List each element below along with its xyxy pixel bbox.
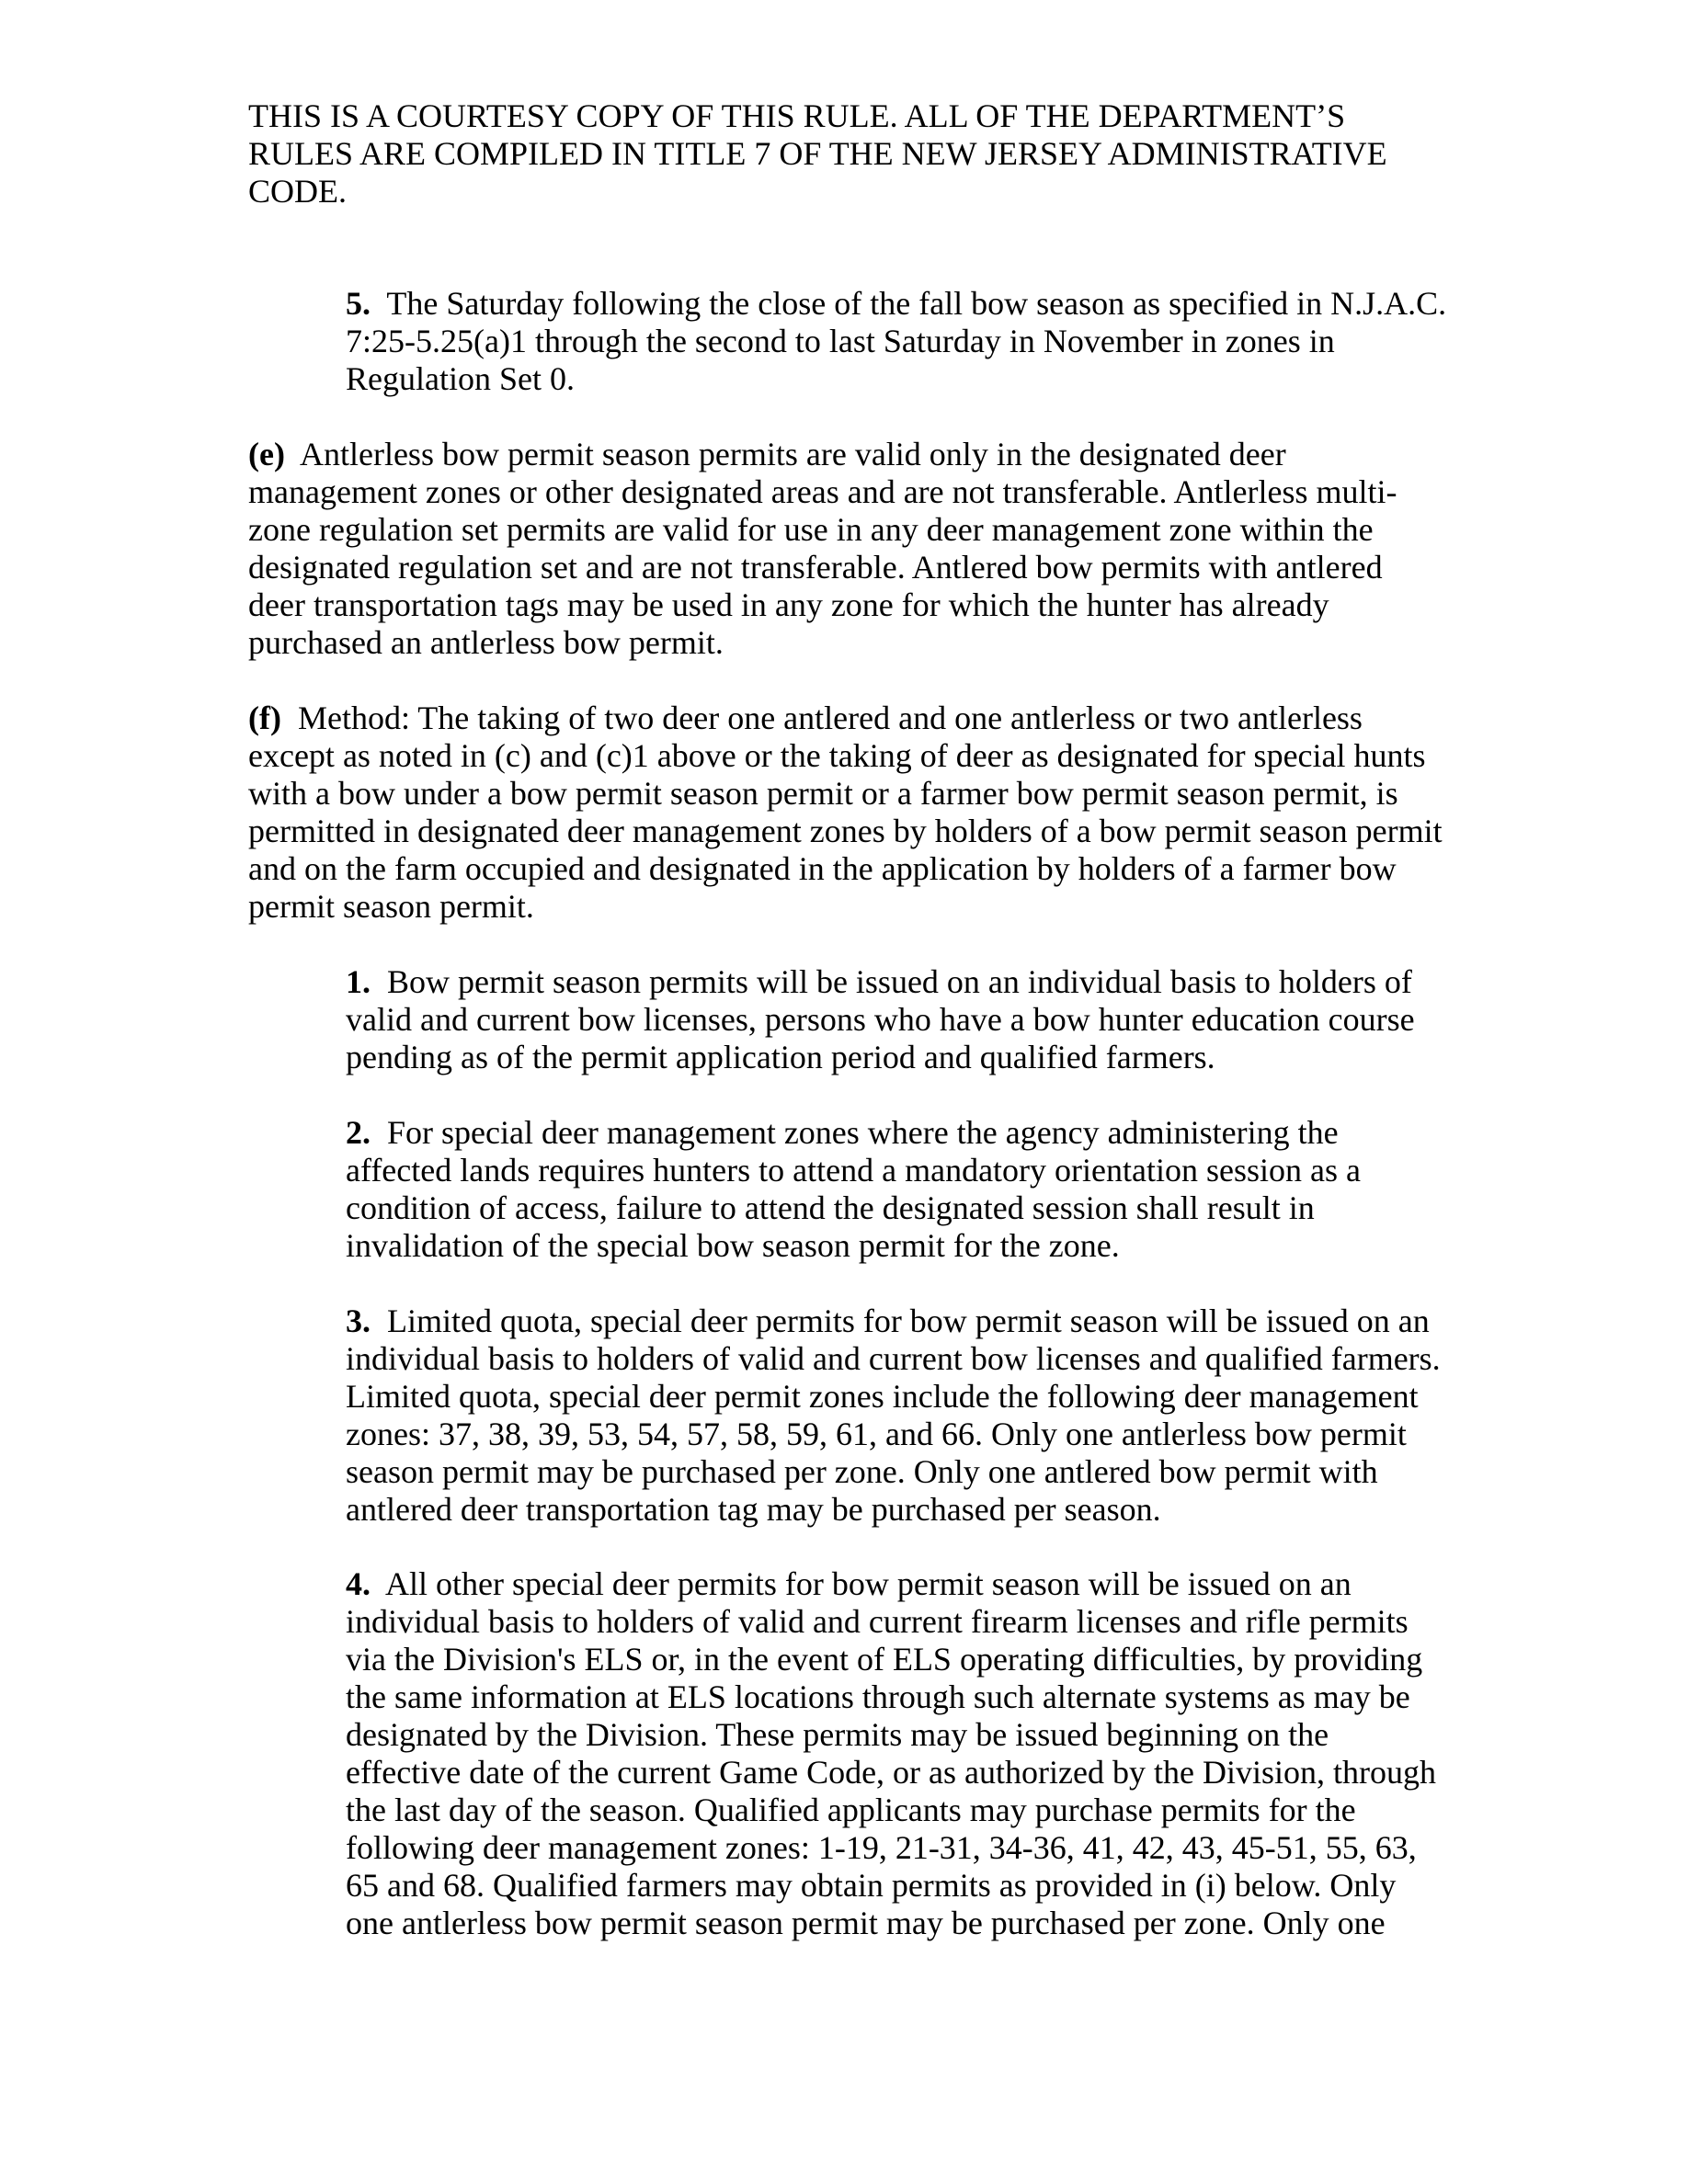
paragraph-text: Bow permit season permits will be issued on an individual basis to holders of valid and current bow licenses, persons who have a bow hunter education course pending as of the permit application period and qualified farmers. (346, 963, 1415, 1075)
paragraph-text: Method: The taking of two deer one antlered and one antlerless or two antlerless except as noted in (c) and (c)1 above or the taking of deer as designated for special hunts with a bow under a bow permit season permit or a farmer bow permit season permit, is permitted in designated deer management zones by holders of a bow permit season permit and on the farm occupied and designated in the application by holders of a farmer bow permit season permit. (248, 700, 1443, 925)
paragraph-label: 4. (346, 1565, 371, 1602)
courtesy-copy-notice: THIS IS A COURTESY COPY OF THIS RULE. ALL OF THE DEPARTMENT’S RULES ARE COMPILED IN TITLE 7 OF THE NEW JERSEY ADMINISTRATIVE CODE. (248, 97, 1387, 210)
paragraph-label: (f) (248, 700, 281, 736)
paragraph-f1 (346, 963, 1449, 1076)
paragraph-label: 2. (346, 1114, 371, 1151)
paragraph-d5 (346, 285, 1449, 398)
paragraph-label: 3. (346, 1302, 371, 1339)
paragraph-label: (e) (248, 436, 285, 472)
paragraph-f (248, 700, 1443, 926)
paragraph-label: 5. (346, 285, 371, 322)
paragraph-f2 (346, 1114, 1449, 1265)
paragraph-text: For special deer management zones where the agency administering the affected lands requires hunters to attend a mandatory orientation session as a condition of access, failure to attend the designated session shall result in invalidation of the special bow season permit for the zone. (346, 1114, 1361, 1264)
paragraph-text: Antlerless bow permit season permits are valid only in the designated deer management zones or other designated areas and are not transferable. Antlerless multi-zone regulation set permits are valid for use in any deer management zone within the designated regulation set and are not transferable. Antlered bow permits with antlered deer transportation tags may be used in any zone for which the hunter has already purchased an antlerless bow permit. (248, 436, 1397, 661)
paragraph-text: All other special deer permits for bow permit season will be issued on an individual basis to holders of valid and current firearm licenses and rifle permits via the Division's ELS or, in the event of ELS operating difficulties, by providing the same information at ELS locations through such alternate systems as may be designated by the Division. These permits may be issued beginning on the effective date of the current Game Code, or as authorized by the Division, through the last day of the season. Qualified applicants may purchase permits for the following deer management zones: 1-19, 21-31, 34-36, 41, 42, 43, 45-51, 55, 63, 65 and 68. Qualified farmers may obtain permits as provided in (i) below. Only one antlerless bow permit season permit may be purchased per zone. Only one (346, 1565, 1436, 1941)
paragraph-f3 (346, 1302, 1449, 1529)
paragraph-text: The Saturday following the close of the fall bow season as specified in N.J.A.C. 7:25-5.25(a)1 through the second to last Saturday in November in zones in Regulation Set 0. (346, 285, 1447, 397)
paragraph-label: 1. (346, 963, 371, 1000)
paragraph-e (248, 436, 1443, 662)
paragraph-f4 (346, 1565, 1449, 1942)
paragraph-text: Limited quota, special deer permits for bow permit season will be issued on an individual basis to holders of valid and current bow licenses and qualified farmers. Limited quota, special deer permit zones include the following deer management zones: 37, 38, 39, 53, 54, 57, 58, 59, 61, and 66. Only one antlerless bow permit season permit may be purchased per zone. Only one antlered bow permit with antlered deer transportation tag may be purchased per season. (346, 1302, 1441, 1528)
